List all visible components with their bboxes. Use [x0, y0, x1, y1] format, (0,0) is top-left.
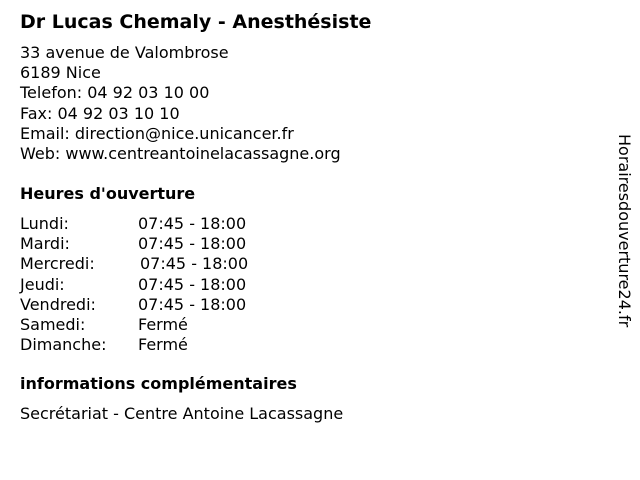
- side-brand-watermark: [612, 134, 636, 374]
- address-city: 6189 Nice: [20, 63, 101, 83]
- contact-block: [20, 43, 341, 164]
- day-label: Jeudi:: [20, 274, 65, 294]
- fax-number: Fax: 04 92 03 10 10: [20, 103, 180, 123]
- page-title: Dr Lucas Chemaly - Anesthésiste: [20, 11, 372, 33]
- email-address: Email: direction@nice.unicancer.fr: [20, 123, 294, 143]
- day-hours: 07:45 - 18:00: [138, 274, 247, 294]
- side-brand-text: Horairesdouverture24.fr: [615, 134, 634, 328]
- phone-number: Telefon: 04 92 03 10 00: [20, 83, 210, 103]
- additional-info-text: Secrétariat - Centre Antoine Lacassagne: [20, 404, 344, 423]
- day-label: Mercredi:: [20, 254, 95, 274]
- additional-info-heading: informations complémentaires: [20, 374, 297, 393]
- day-label: Lundi:: [20, 214, 69, 233]
- day-label: Vendredi:: [20, 294, 96, 314]
- day-label: Dimanche:: [20, 335, 107, 355]
- day-label: Mardi:: [20, 234, 70, 254]
- website: Web: www.centreantoinelacassagne.org: [20, 144, 341, 164]
- address-street: 33 avenue de Valombrose: [20, 43, 229, 62]
- day-hours: 07:45 - 18:00: [140, 254, 249, 274]
- day-hours: 07:45 - 18:00: [138, 214, 247, 233]
- day-hours: Fermé: [138, 335, 188, 355]
- day-hours: Fermé: [138, 314, 188, 334]
- day-label: Samedi:: [20, 314, 86, 334]
- day-hours: 07:45 - 18:00: [138, 234, 247, 254]
- day-hours: 07:45 - 18:00: [138, 294, 247, 314]
- opening-hours-heading: Heures d'ouverture: [20, 184, 196, 203]
